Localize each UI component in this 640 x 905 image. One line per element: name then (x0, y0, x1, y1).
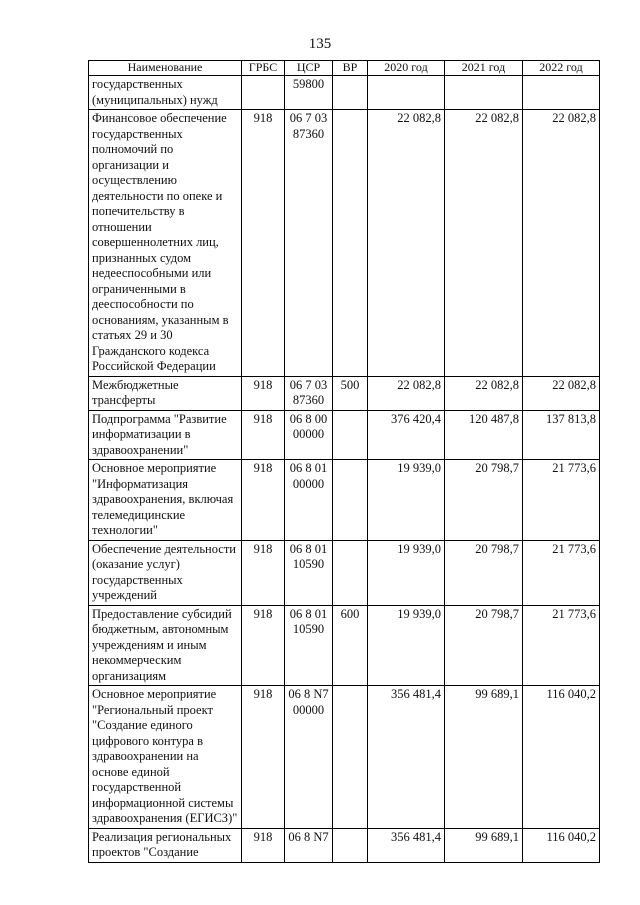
row-2022 (523, 76, 600, 110)
row-vr (333, 76, 368, 110)
row-grbs: 918 (242, 605, 285, 686)
row-2020: 22 082,8 (368, 376, 445, 410)
table-row (89, 605, 600, 686)
row-vr (333, 110, 368, 377)
table-row (89, 410, 600, 460)
row-name: Подпрограмма "Развитие информатизации в здравоохранении" (89, 410, 242, 460)
header-grbs: ГРБС (242, 61, 285, 76)
header-2020: 2020 год (368, 61, 445, 76)
row-csr: 06 8 01 10590 (285, 605, 333, 686)
page-number: 135 (308, 36, 332, 52)
row-grbs: 918 (242, 410, 285, 460)
row-2020 (368, 76, 445, 110)
row-2020: 376 420,4 (368, 410, 445, 460)
row-2020: 356 481,4 (368, 686, 445, 829)
header-name: Наименование (89, 61, 242, 76)
table-row (89, 110, 600, 377)
row-csr: 59800 (285, 76, 333, 110)
row-2021: 20 798,7 (445, 460, 523, 541)
row-2020: 19 939,0 (368, 460, 445, 541)
header-2022: 2022 год (523, 61, 600, 76)
row-2022: 116 040,2 (523, 686, 600, 829)
row-2021: 22 082,8 (445, 376, 523, 410)
row-name: Основное мероприятие "Региональный проект "Создание единого цифрового контура в здравоохранении на основе единой государственной информационной системы здравоохранения (ЕГИСЗ)" (89, 686, 242, 829)
row-grbs: 918 (242, 540, 285, 605)
row-2020: 19 939,0 (368, 605, 445, 686)
row-2022: 21 773,6 (523, 540, 600, 605)
table-row (89, 828, 600, 862)
row-grbs: 918 (242, 828, 285, 862)
row-2021 (445, 76, 523, 110)
row-2022: 21 773,6 (523, 460, 600, 541)
row-vr: 500 (333, 376, 368, 410)
row-2022: 21 773,6 (523, 605, 600, 686)
budget-table (88, 60, 600, 863)
row-vr: 600 (333, 605, 368, 686)
header-2021: 2021 год (445, 61, 523, 76)
row-csr: 06 8 00 00000 (285, 410, 333, 460)
row-csr: 06 8 01 00000 (285, 460, 333, 541)
header-csr: ЦСР (285, 61, 333, 76)
row-csr: 06 8 N7 00000 (285, 686, 333, 829)
row-csr: 06 8 N7 (285, 828, 333, 862)
row-name: Реализация региональных проектов "Создание (89, 828, 242, 862)
row-grbs: 918 (242, 376, 285, 410)
row-2022: 22 082,8 (523, 376, 600, 410)
table-header-row (89, 61, 600, 76)
table-row (89, 686, 600, 829)
table-row (89, 376, 600, 410)
row-2022: 137 813,8 (523, 410, 600, 460)
row-name: Обеспечение деятельности (оказание услуг) государственных учреждений (89, 540, 242, 605)
header-vr: ВР (333, 61, 368, 76)
row-name: Основное мероприятие "Информатизация здравоохранения, включая телемедицинские технологии" (89, 460, 242, 541)
row-grbs (242, 76, 285, 110)
row-csr: 06 8 01 10590 (285, 540, 333, 605)
row-2020: 22 082,8 (368, 110, 445, 377)
table-row (89, 540, 600, 605)
row-vr (333, 410, 368, 460)
row-2022: 22 082,8 (523, 110, 600, 377)
row-2020: 19 939,0 (368, 540, 445, 605)
row-2021: 120 487,8 (445, 410, 523, 460)
row-vr (333, 460, 368, 541)
row-2020: 356 481,4 (368, 828, 445, 862)
row-vr (333, 540, 368, 605)
table-row (89, 460, 600, 541)
row-grbs: 918 (242, 110, 285, 377)
table-row (89, 76, 600, 110)
row-vr (333, 828, 368, 862)
row-name: Межбюджетные трансферты (89, 376, 242, 410)
row-grbs: 918 (242, 686, 285, 829)
row-name: Предоставление субсидий бюджетным, автономным учреждениям и иным некоммерческим организациям (89, 605, 242, 686)
row-2022: 116 040,2 (523, 828, 600, 862)
row-grbs: 918 (242, 460, 285, 541)
row-2021: 99 689,1 (445, 828, 523, 862)
row-vr (333, 686, 368, 829)
row-2021: 20 798,7 (445, 605, 523, 686)
row-name: государственных (муниципальных) нужд (89, 76, 242, 110)
row-2021: 22 082,8 (445, 110, 523, 377)
row-csr: 06 7 03 87360 (285, 110, 333, 377)
row-csr: 06 7 03 87360 (285, 376, 333, 410)
row-2021: 99 689,1 (445, 686, 523, 829)
row-2021: 20 798,7 (445, 540, 523, 605)
row-name: Финансовое обеспечение государственных полномочий по организации и осуществлению деятельности по опеке и попечительству в отношении совершеннолетних лиц, признанных судом недееспособными или ограниченными в дееспособности по основаниям, указанным в статьях 29 и 30 Гражданского кодекса Российской Федерации (89, 110, 242, 377)
